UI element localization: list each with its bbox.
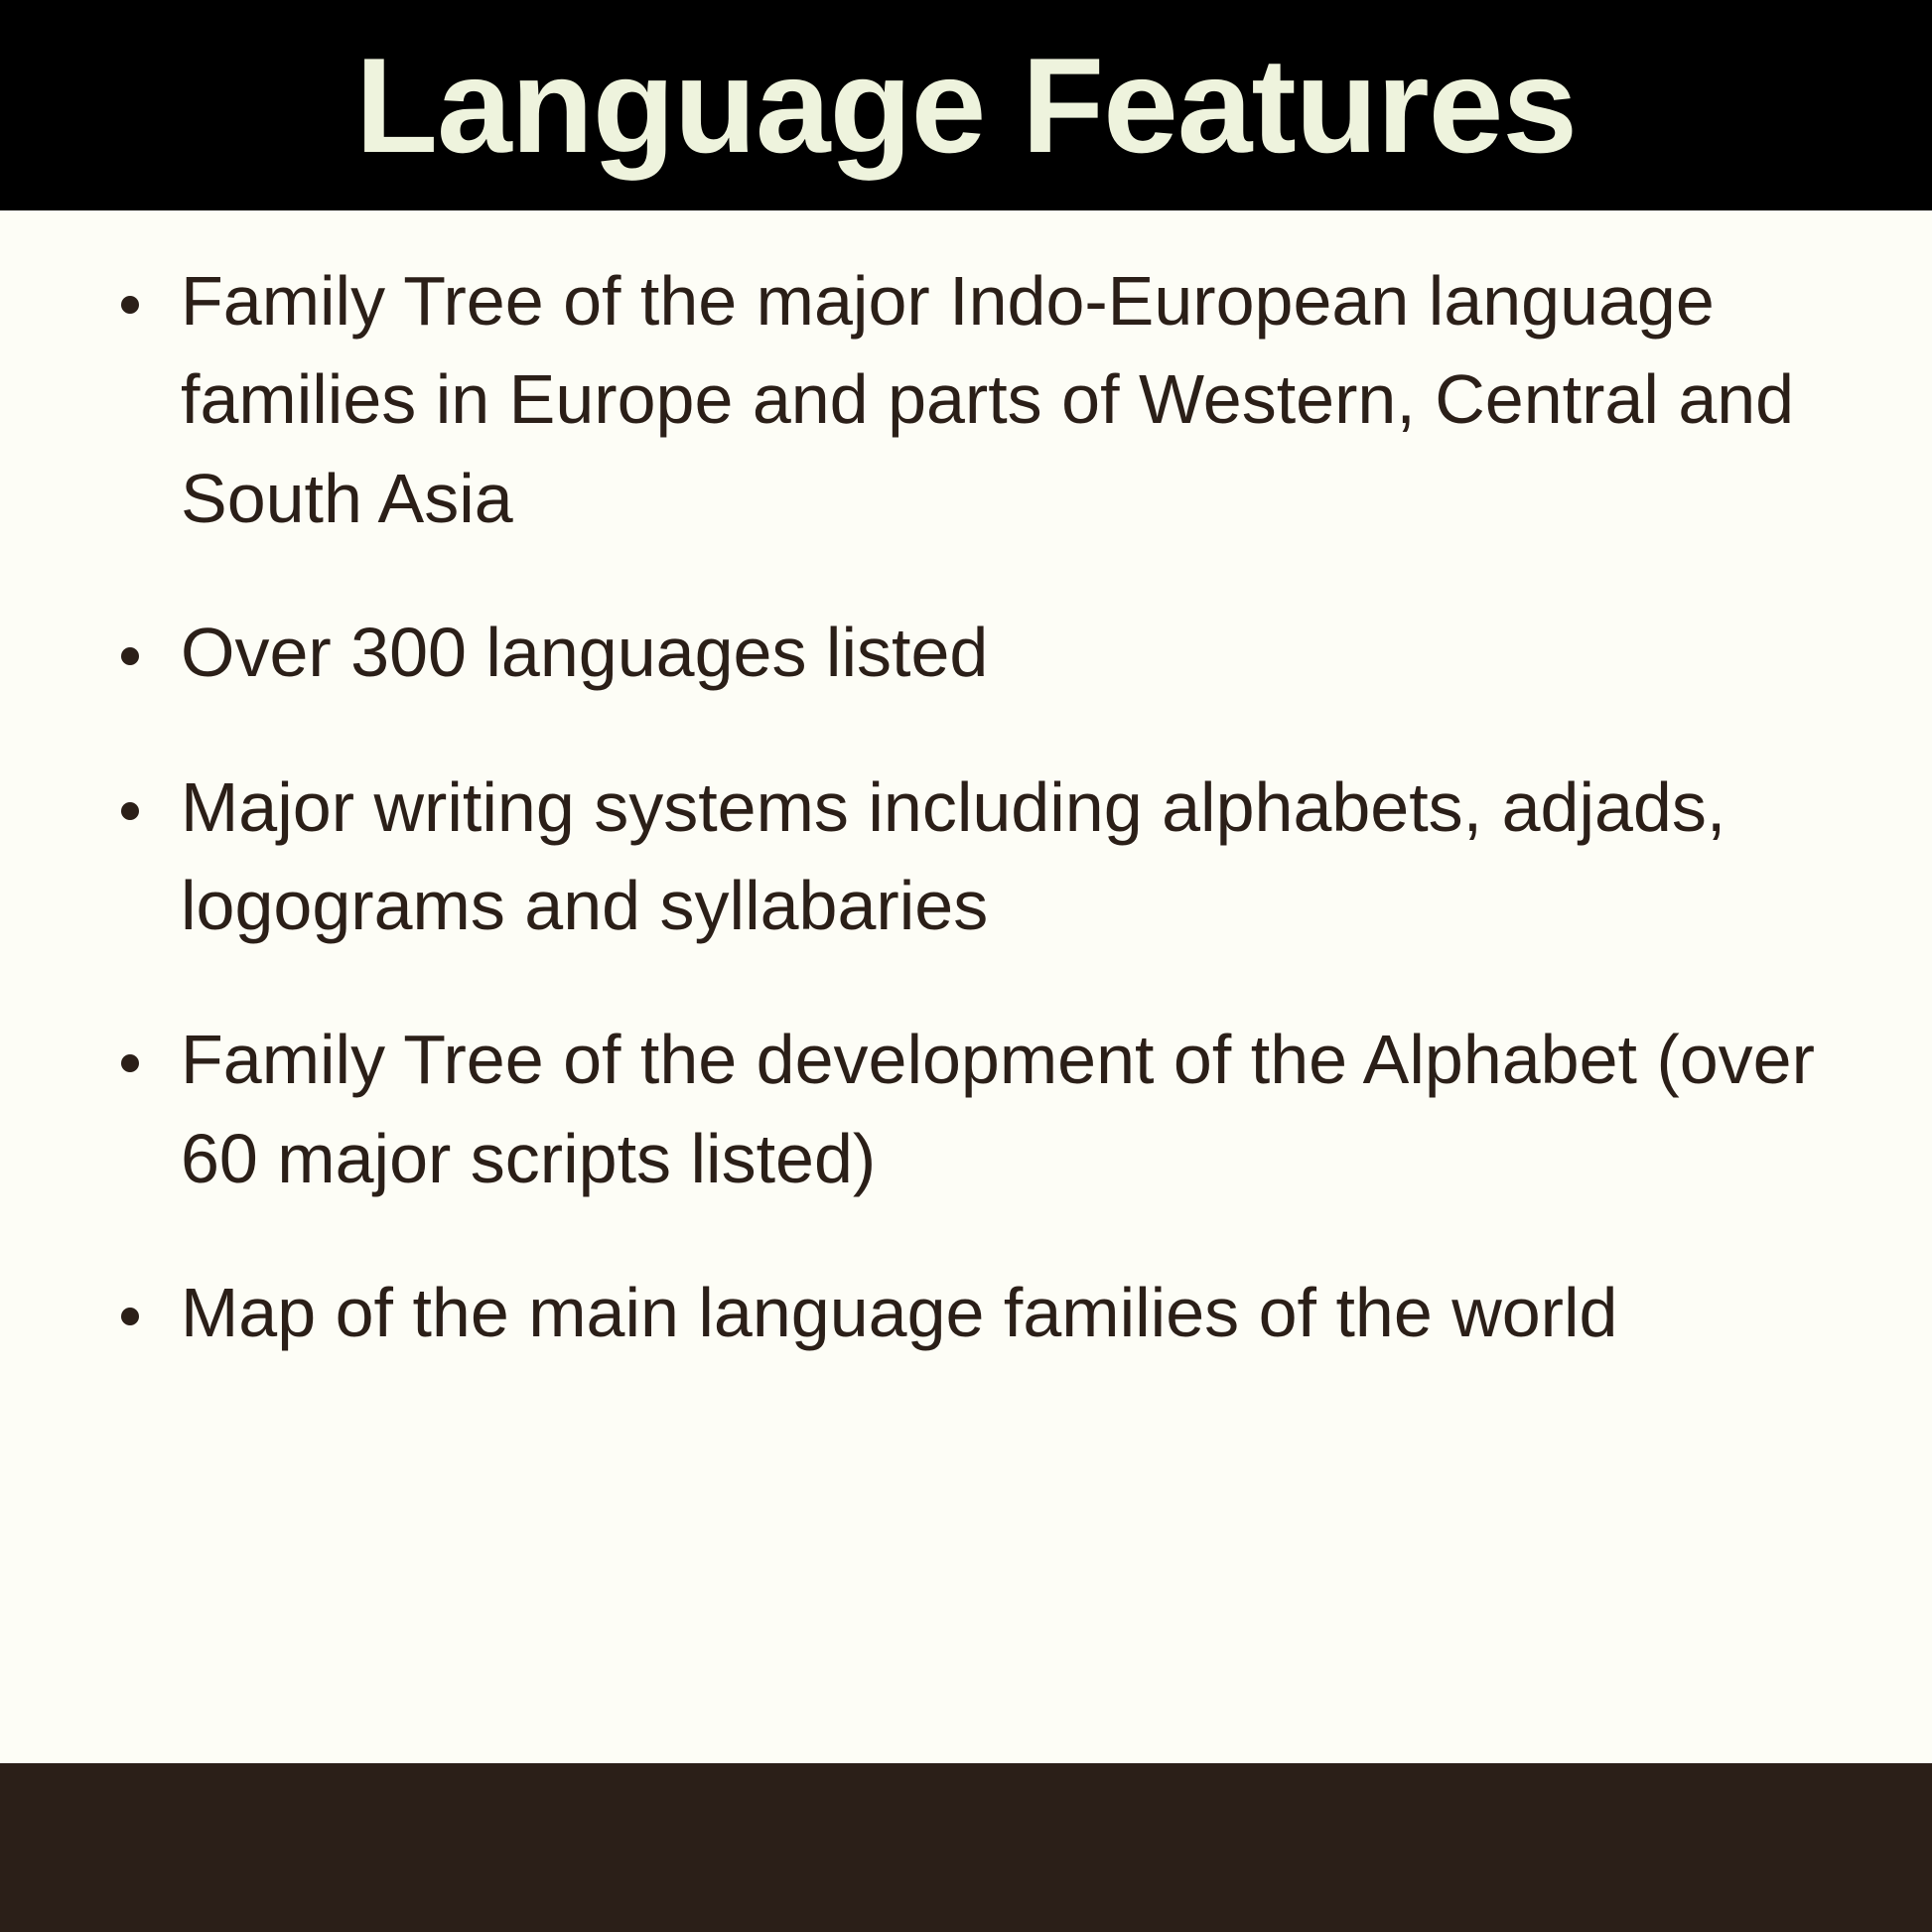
bullet-dot-icon [121, 647, 139, 665]
list-item-text: Map of the main language families of the world [181, 1274, 1618, 1352]
list-item [60, 252, 1872, 548]
slide-footer-bar [0, 1763, 1932, 1932]
list-item [60, 1011, 1872, 1208]
list-item [60, 1264, 1872, 1362]
bullet-dot-icon [121, 1308, 139, 1325]
list-item [60, 759, 1872, 956]
bullet-dot-icon [121, 802, 139, 820]
list-item-text: Family Tree of the development of the Alphabet (over 60 major scripts listed) [181, 1021, 1815, 1197]
list-item-text: Over 300 languages listed [181, 614, 989, 692]
bullet-dot-icon [121, 296, 139, 314]
feature-list [60, 252, 1872, 1363]
list-item [60, 604, 1872, 702]
bullet-dot-icon [121, 1054, 139, 1072]
slide-title-bar [0, 0, 1932, 210]
list-item-text: Major writing systems including alphabets, adjads, logograms and syllabaries [181, 767, 1726, 944]
page-title: Language Features [355, 30, 1577, 181]
slide-body [0, 210, 1932, 1763]
list-item-text: Family Tree of the major Indo-European language families in Europe and parts of Western, Central and South Asia [181, 262, 1795, 537]
